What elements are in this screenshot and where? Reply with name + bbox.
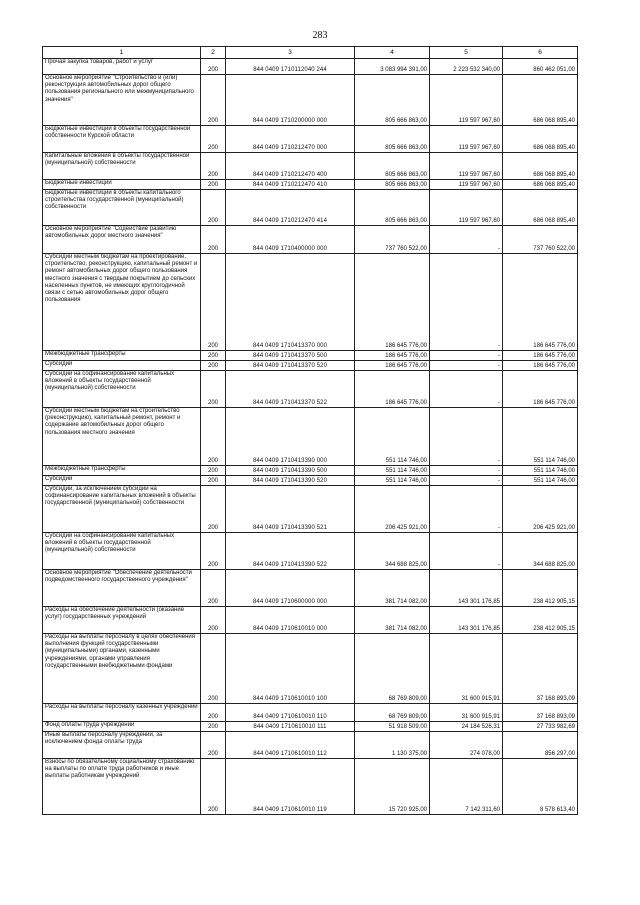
table-row bbox=[43, 351, 578, 361]
row-value-4: 381 714 082,00 bbox=[355, 570, 430, 607]
row-value-5: - bbox=[430, 254, 503, 351]
row-value-4: 51 918 509,00 bbox=[355, 722, 430, 732]
row-code: 844 0409 1710413390 520 bbox=[226, 476, 355, 486]
row-code: 844 0409 1710413370 500 bbox=[226, 351, 355, 361]
row-value-6: 238 412 905,15 bbox=[503, 570, 578, 607]
column-header: 3 bbox=[226, 47, 355, 59]
table-row bbox=[43, 153, 578, 180]
row-value-4: 344 688 825,00 bbox=[355, 533, 430, 570]
row-name: Бюджетные инвестиции в объекты капитального строительства государственной (муниципальной) собственности bbox=[43, 190, 201, 226]
table-row bbox=[43, 759, 578, 815]
table-row bbox=[43, 570, 578, 607]
row-name: Межбюджетные трансферты bbox=[43, 466, 201, 476]
row-value-6: 27 733 982,69 bbox=[503, 722, 578, 732]
row-value-5: - bbox=[430, 533, 503, 570]
table-row bbox=[43, 126, 578, 153]
row-code: 844 0409 1710112040 244 bbox=[226, 59, 355, 75]
row-value-4: 15 720 925,00 bbox=[355, 759, 430, 815]
row-value-5: - bbox=[430, 361, 503, 371]
row-code: 844 0409 1710212470 400 bbox=[226, 153, 355, 180]
row-value-5: - bbox=[430, 476, 503, 486]
row-name: Субсидии bbox=[43, 476, 201, 486]
row-value-6: 860 462 051,00 bbox=[503, 59, 578, 75]
row-value-6: 37 168 893,09 bbox=[503, 704, 578, 722]
row-col2: 200 bbox=[201, 226, 226, 254]
row-value-5: 119 597 967,60 bbox=[430, 75, 503, 126]
row-value-5: - bbox=[430, 486, 503, 533]
row-value-6: 186 645 776,00 bbox=[503, 361, 578, 371]
row-col2: 200 bbox=[201, 153, 226, 180]
row-col2: 200 bbox=[201, 533, 226, 570]
row-col2: 200 bbox=[201, 607, 226, 634]
row-value-5: - bbox=[430, 466, 503, 476]
row-value-5: - bbox=[430, 408, 503, 466]
row-value-6: 186 645 776,00 bbox=[503, 371, 578, 408]
row-value-5: 7 142 311,60 bbox=[430, 759, 503, 815]
row-value-5: - bbox=[430, 371, 503, 408]
row-name: Бюджетные инвестиции bbox=[43, 180, 201, 190]
row-code: 844 0409 1710212470 410 bbox=[226, 180, 355, 190]
table-row bbox=[43, 486, 578, 533]
row-value-5: 119 597 967,60 bbox=[430, 190, 503, 226]
row-value-6: 344 688 825,00 bbox=[503, 533, 578, 570]
row-value-4: 551 114 746,00 bbox=[355, 466, 430, 476]
row-col2: 200 bbox=[201, 704, 226, 722]
row-value-4: 1 130 375,00 bbox=[355, 732, 430, 759]
row-value-4: 805 666 863,00 bbox=[355, 126, 430, 153]
row-value-4: 68 769 809,00 bbox=[355, 634, 430, 704]
row-col2: 200 bbox=[201, 361, 226, 371]
table-row bbox=[43, 254, 578, 351]
row-col2: 200 bbox=[201, 59, 226, 75]
column-header: 5 bbox=[430, 47, 503, 59]
row-value-6: 206 425 921,00 bbox=[503, 486, 578, 533]
row-value-6: 551 114 746,00 bbox=[503, 408, 578, 466]
row-code: 844 0409 1710610010 111 bbox=[226, 722, 355, 732]
row-name: Иные выплаты персоналу учреждений, за исключением фонда оплаты труда bbox=[43, 732, 201, 759]
row-value-4: 186 645 776,00 bbox=[355, 371, 430, 408]
row-value-6: 186 645 776,00 bbox=[503, 254, 578, 351]
row-value-4: 805 666 863,00 bbox=[355, 75, 430, 126]
row-value-6: 551 114 746,00 bbox=[503, 476, 578, 486]
row-value-5: 31 600 915,91 bbox=[430, 634, 503, 704]
row-code: 844 0409 1710413370 520 bbox=[226, 361, 355, 371]
table-row bbox=[43, 75, 578, 126]
row-name: Субсидии на софинансирование капитальных вложений в объекты государственной (муниципальной) собственности bbox=[43, 533, 201, 570]
row-name: Капитальные вложения в объекты государственной (муниципальной) собственности bbox=[43, 153, 201, 180]
row-value-4: 206 425 921,00 bbox=[355, 486, 430, 533]
row-value-5: 119 597 967,60 bbox=[430, 153, 503, 180]
row-name: Бюджетные инвестиции в объекты государственной собственности Курской области bbox=[43, 126, 201, 153]
row-code: 844 0409 1710610010 110 bbox=[226, 704, 355, 722]
row-col2: 200 bbox=[201, 466, 226, 476]
row-value-4: 805 666 863,00 bbox=[355, 153, 430, 180]
row-value-5: 143 301 176,85 bbox=[430, 607, 503, 634]
row-code: 844 0409 1710610010 112 bbox=[226, 732, 355, 759]
row-name: Субсидии, за исключением субсидий на софинансирование капитальных вложений в объекты государственной (муниципальной) собственности bbox=[43, 486, 201, 533]
row-value-6: 8 578 613,40 bbox=[503, 759, 578, 815]
page-number: 283 bbox=[312, 30, 328, 41]
row-col2: 200 bbox=[201, 371, 226, 408]
row-value-5: 119 597 967,60 bbox=[430, 180, 503, 190]
row-code: 844 0409 1710413390 521 bbox=[226, 486, 355, 533]
row-col2: 200 bbox=[201, 486, 226, 533]
row-name: Субсидии bbox=[43, 361, 201, 371]
row-code: 844 0409 1710610010 000 bbox=[226, 607, 355, 634]
column-header: 2 bbox=[201, 47, 226, 59]
row-value-6: 737 760 522,00 bbox=[503, 226, 578, 254]
row-name: Межбюджетные трансферты bbox=[43, 351, 201, 361]
table-row bbox=[43, 476, 578, 486]
row-code: 844 0409 1710413390 500 bbox=[226, 466, 355, 476]
table-row bbox=[43, 59, 578, 75]
row-col2: 200 bbox=[201, 759, 226, 815]
row-value-5: 31 600 915,91 bbox=[430, 704, 503, 722]
row-value-5: 2 223 532 340,00 bbox=[430, 59, 503, 75]
row-name: Субсидии на софинансирование капитальных вложений в объекты государственной (муниципальной) собственности bbox=[43, 371, 201, 408]
row-col2: 200 bbox=[201, 351, 226, 361]
row-value-4: 737 760 522,00 bbox=[355, 226, 430, 254]
budget-table bbox=[42, 46, 578, 815]
row-code: 844 0409 1710610010 119 bbox=[226, 759, 355, 815]
row-name: Расходы на выплаты персоналу казенных учреждений bbox=[43, 704, 201, 722]
row-value-6: 686 068 895,40 bbox=[503, 153, 578, 180]
row-value-4: 186 645 776,00 bbox=[355, 351, 430, 361]
row-value-4: 186 645 776,00 bbox=[355, 254, 430, 351]
table-row bbox=[43, 190, 578, 226]
row-name: Взносы по обязательному социальному страхованию на выплаты по оплате труда работников и иные выплаты работникам учреждений bbox=[43, 759, 201, 815]
row-value-4: 186 645 776,00 bbox=[355, 361, 430, 371]
row-value-4: 551 114 746,00 bbox=[355, 408, 430, 466]
table-row bbox=[43, 607, 578, 634]
table-row bbox=[43, 361, 578, 371]
row-value-5: 119 597 967,60 bbox=[430, 126, 503, 153]
row-col2: 200 bbox=[201, 126, 226, 153]
row-value-6: 551 114 746,00 bbox=[503, 466, 578, 476]
row-value-4: 805 666 863,00 bbox=[355, 190, 430, 226]
row-col2: 200 bbox=[201, 570, 226, 607]
row-name: Основное мероприятие "Строительство и (или) реконструкция автомобильных дорог общего пользования регионального или межмуниципального значения" bbox=[43, 75, 201, 126]
row-code: 844 0409 1710212470 414 bbox=[226, 190, 355, 226]
table-row bbox=[43, 226, 578, 254]
table-row bbox=[43, 722, 578, 732]
row-code: 844 0409 1710413370 000 bbox=[226, 254, 355, 351]
row-value-6: 686 068 895,40 bbox=[503, 75, 578, 126]
row-value-6: 238 412 905,15 bbox=[503, 607, 578, 634]
row-code: 844 0409 1710413370 522 bbox=[226, 371, 355, 408]
row-col2: 200 bbox=[201, 722, 226, 732]
table-row bbox=[43, 732, 578, 759]
row-name: Основное мероприятие "Обеспечение деятельности подведомственного государственного учреждения" bbox=[43, 570, 201, 607]
column-header: 4 bbox=[355, 47, 430, 59]
header-row bbox=[43, 47, 578, 59]
row-name: Прочая закупка товаров, работ и услуг bbox=[43, 59, 201, 75]
table-row bbox=[43, 180, 578, 190]
row-col2: 200 bbox=[201, 75, 226, 126]
row-value-6: 37 168 893,09 bbox=[503, 634, 578, 704]
row-name: Субсидии местным бюджетам на проектирование, строительство, реконструкцию, капитальный ремонт и ремонт автомобильных дорог общего пользования местного значения с твердым покрытием до сельских населенных пунктов, не имеющих круглогодичной связи с сетью автомобильных дорог общего пользования bbox=[43, 254, 201, 351]
row-col2: 200 bbox=[201, 180, 226, 190]
row-value-4: 381 714 082,00 bbox=[355, 607, 430, 634]
row-value-6: 686 068 895,40 bbox=[503, 190, 578, 226]
row-col2: 200 bbox=[201, 732, 226, 759]
table-row bbox=[43, 704, 578, 722]
row-code: 844 0409 1710212470 000 bbox=[226, 126, 355, 153]
row-name: Фонд оплаты труда учреждений bbox=[43, 722, 201, 732]
row-value-5: 274 078,00 bbox=[430, 732, 503, 759]
row-col2: 200 bbox=[201, 408, 226, 466]
row-value-5: - bbox=[430, 351, 503, 361]
row-value-5: - bbox=[430, 226, 503, 254]
row-code: 844 0409 1710413390 522 bbox=[226, 533, 355, 570]
row-name: Основное мероприятие "Содействие развитию автомобильных дорог местного значения" bbox=[43, 226, 201, 254]
row-value-5: 143 301 176,85 bbox=[430, 570, 503, 607]
row-value-6: 186 645 776,00 bbox=[503, 351, 578, 361]
row-code: 844 0409 1710400000 000 bbox=[226, 226, 355, 254]
table-row bbox=[43, 408, 578, 466]
table-row bbox=[43, 533, 578, 570]
row-value-6: 686 068 895,40 bbox=[503, 126, 578, 153]
row-code: 844 0409 1710413390 000 bbox=[226, 408, 355, 466]
table-row bbox=[43, 634, 578, 704]
row-name: Субсидии местным бюджетам на строительство (реконструкцию), капитальный ремонт, ремонт и содержание автомобильных дорог общего пользования местного значения bbox=[43, 408, 201, 466]
row-value-4: 551 114 746,00 bbox=[355, 476, 430, 486]
row-col2: 200 bbox=[201, 254, 226, 351]
row-value-6: 856 297,00 bbox=[503, 732, 578, 759]
column-header: 1 bbox=[43, 47, 201, 59]
row-name: Расходы на обеспечение деятельности (оказание услуг) государственных учреждений bbox=[43, 607, 201, 634]
row-value-4: 3 083 994 391,00 bbox=[355, 59, 430, 75]
table-row bbox=[43, 466, 578, 476]
row-col2: 200 bbox=[201, 634, 226, 704]
row-col2: 200 bbox=[201, 190, 226, 226]
column-header: 6 bbox=[503, 47, 578, 59]
row-code: 844 0409 1710610010 100 bbox=[226, 634, 355, 704]
row-code: 844 0409 1710600000 000 bbox=[226, 570, 355, 607]
row-name: Расходы на выплаты персоналу в целях обеспечения выполнения функций государственными (муниципальными) органами, казенными учреждениями, органами управления государственными внебюджетными фондами bbox=[43, 634, 201, 704]
row-value-4: 68 769 809,00 bbox=[355, 704, 430, 722]
row-value-6: 686 068 895,40 bbox=[503, 180, 578, 190]
row-code: 844 0409 1710200000 000 bbox=[226, 75, 355, 126]
row-value-5: 24 184 526,31 bbox=[430, 722, 503, 732]
row-col2: 200 bbox=[201, 476, 226, 486]
row-value-4: 805 666 863,00 bbox=[355, 180, 430, 190]
table-row bbox=[43, 371, 578, 408]
